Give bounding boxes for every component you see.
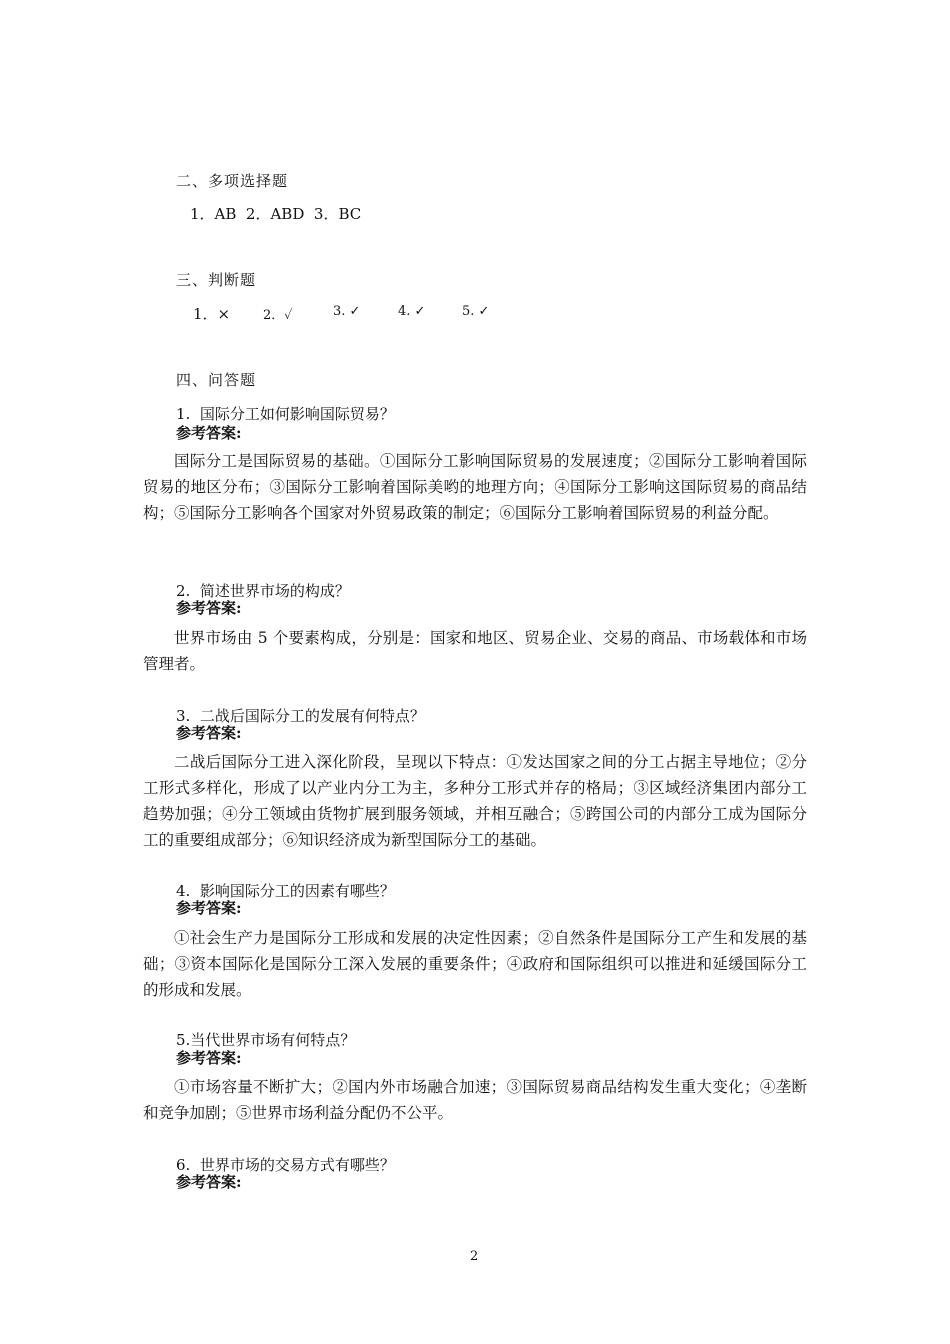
reference-answer-label-1: 参考答案: xyxy=(176,424,242,442)
answer-5: ①市场容量不断扩大；②国内外市场融合加速；③国际贸易商品结构发生重大变化；④垄断和竞争加剧；⑤世界市场利益分配仍不公平。 xyxy=(143,1078,807,1122)
reference-answer-label-2: 参考答案: xyxy=(176,599,242,617)
reference-answer-label-5: 参考答案: xyxy=(176,1049,242,1067)
page-number: 2 xyxy=(470,1249,479,1264)
answer-2: 世界市场由 5 个要素构成，分别是：国家和地区、贸易企业、交易的商品、市场载体和市场管理者。 xyxy=(143,629,807,673)
section-4-title: 四、问答题 xyxy=(176,371,257,389)
judge-answer-1: 1．× xyxy=(193,305,231,323)
section-3-title: 三、判断题 xyxy=(176,271,257,289)
judge-answer-3: 3. ✓ xyxy=(333,304,361,319)
question-6: 6. 世界市场的交易方式有哪些？ xyxy=(176,1156,395,1174)
reference-answer-label-4: 参考答案: xyxy=(176,899,242,917)
answer-4: ①社会生产力是国际分工形成和发展的决定性因素；②自然条件是国际分工产生和发展的基础；③资本国际化是国际分工深入发展的重要条件；④政府和国际组织可以推进和延缓国际分工的形成和发展。 xyxy=(143,929,807,999)
judge-answer-4: 4. ✓ xyxy=(398,304,426,319)
answer-1: 国际分工是国际贸易的基础。①国际分工影响国际贸易的发展速度；②国际分工影响着国际贸易的地区分布；③国际分工影响着国际美哟的地理方向；④国际分工影响这国际贸易的商品结构；⑤国际分工影响各个国家对外贸易政策的制定；⑥国际分工影响着国际贸易的利益分配。 xyxy=(143,452,807,522)
multiple-choice-answers: 1．AB 2．ABD 3．BC xyxy=(190,205,362,223)
question-5: 5.当代世界市场有何特点？ xyxy=(176,1031,356,1049)
judge-answer-2: 2．✓ xyxy=(263,308,293,323)
judge-answer-5: 5. ✓ xyxy=(462,304,490,319)
answer-3: 二战后国际分工进入深化阶段，呈现以下特点：①发达国家之间的分工占据主导地位；②分工形式多样化，形成了以产业内分工为主，多种分工形式并存的格局；③区域经济集团内部分工趋势加强；④分工领域由货物扩展到服务领域，并相互融合；⑤跨国公司的内部分工成为国际分工的重要组成部分；⑥知识经济成为新型国际分工的基础。 xyxy=(143,753,807,849)
reference-answer-label-6: 参考答案: xyxy=(176,1173,242,1191)
question-3: 3. 二战后国际分工的发展有何特点？ xyxy=(176,707,425,725)
question-4: 4. 影响国际分工的因素有哪些？ xyxy=(176,882,395,900)
question-2: 2. 简述世界市场的构成？ xyxy=(176,582,350,600)
section-2-title: 二、多项选择题 xyxy=(176,172,289,190)
question-1: 1. 国际分工如何影响国际贸易？ xyxy=(176,405,395,423)
reference-answer-label-3: 参考答案: xyxy=(176,724,242,742)
